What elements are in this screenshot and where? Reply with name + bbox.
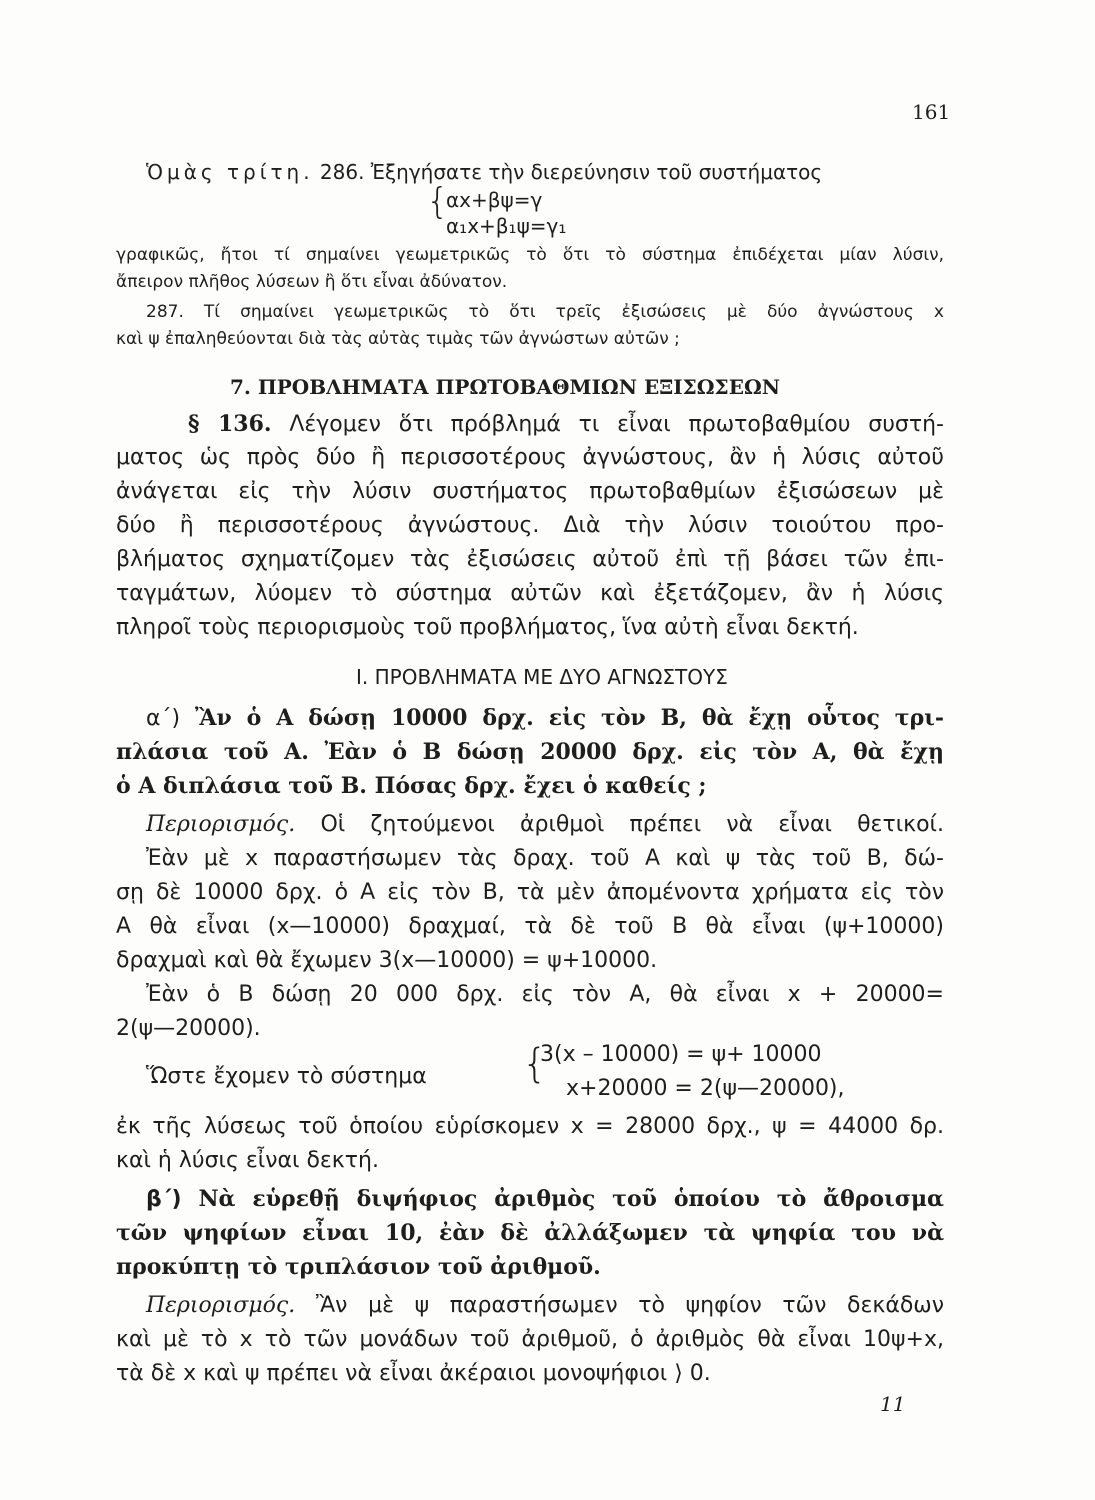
page-number: 161	[912, 100, 951, 124]
solution-line: Α θὰ εἶναι (x—10000) δραχμαί, τὰ δὲ τοῦ Β θὰ εἶναι (ψ+10000)	[116, 914, 944, 939]
solution-line: καὶ μὲ τὸ x τὸ τῶν μονάδων τοῦ ἀριθμοῦ, ὁ ἀριθμὸς θὰ εἶναι 10ψ+x,	[116, 1327, 944, 1352]
problem-b-statement: β΄) Νὰ εὑρεθῇ διψήφιος ἀριθμὸς τοῦ ὁποίου τὸ ἄθροισμα	[146, 1186, 944, 1212]
solution-line: τὰ δὲ x καὶ ψ πρέπει νὰ εἶναι ἀκέραιοι μονοψήφιοι ⟩ 0.	[116, 1361, 711, 1386]
exercise-286-line: ἄπειρον πλῆθος λύσεων ἢ ὅτι εἶναι ἀδύνατον.	[116, 272, 508, 292]
exercise-287-line: καὶ ψ ἐπαληθεύονται διὰ τὰς αὐτὰς τιμὰς τῶν ἀγνώστων αὐτῶν ;	[116, 329, 680, 349]
system-intro: Ὥστε ἔχομεν τὸ σύστημα	[146, 1064, 427, 1089]
exercise-286-line: γραφικῶς, ἤτοι τί σημαίνει γεωμετρικῶς τὸ ὅτι τὸ σύστημα ἐπιδέχεται μίαν λύσιν,	[116, 245, 944, 265]
left-brace: {	[522, 1041, 548, 1087]
solution-line: 2(ψ—20000).	[116, 1016, 261, 1041]
problem-a-statement: α΄) Ἂν ὁ Α δώσῃ 10000 δρχ. εἰς τὸν Β, θὰ ἔχῃ οὗτος τρι-	[146, 705, 944, 731]
paragraph-line: δύο ἢ περισσοτέρους ἀγνώστους. Διὰ τὴν λύσιν τοιούτου προ-	[116, 513, 944, 538]
paragraph-line: § 136. Λέγομεν ὅτι πρόβλημά τι εἶναι πρωτοβαθμίου συστή-	[188, 411, 944, 437]
problem-a-statement: πλάσια τοῦ Α. Ἐὰν ὁ Β δώσῃ 20000 δρχ. εἰς τὸν Α, θὰ ἔχῃ	[116, 739, 944, 765]
paragraph-line: βλήματος σχηματίζομεν τὰς ἐξισώσεις αὐτοῦ ἐπὶ τῇ βάσει τῶν ἐπι-	[116, 547, 944, 572]
group-heading: Ὁμὰς τρίτη.	[146, 160, 314, 184]
system-equation-2: x+20000 = 2(ψ—20000),	[566, 1076, 845, 1101]
exercise-286-intro: Ὁμὰς τρίτη. 286. Ἐξηγήσατε τὴν διερεύνησιν τοῦ συστήματος	[146, 160, 823, 184]
left-brace: {	[426, 181, 449, 222]
solution-line: Ἐὰν μὲ x παραστήσωμεν τὰς δραχ. τοῦ Α καὶ ψ τὰς τοῦ Β, δώ-	[146, 846, 944, 871]
solution-line: σῃ δὲ 10000 δρχ. ὁ Α εἰς τὸν Β, τὰ μὲν ἀπομένοντα χρήματα εἰς τὸν	[116, 880, 944, 905]
paragraph-line: ἀνάγεται εἰς τὴν λύσιν συστήματος πρωτοβαθμίων ἐξισώσεων μὲ	[116, 479, 944, 504]
problem-a-label: α΄)	[146, 706, 181, 731]
subsection-title: Ι. ΠΡΟΒΛΗΜΑΤΑ ΜΕ ΔΥΟ ΑΓΝΩΣΤΟΥΣ	[356, 665, 728, 689]
restriction-line: Περιορισμός. Ἂν μὲ ψ παραστήσωμεν τὸ ψηφίον τῶν δεκάδων	[146, 1293, 944, 1318]
problem-b-statement: τῶν ψηφίων εἶναι 10, ἐὰν δὲ ἀλλάξωμεν τὰ ψηφία του νὰ	[116, 1220, 944, 1246]
paragraph-line: πληροῖ τοὺς περιορισμοὺς τοῦ προβλήματος, ἵνα αὐτὴ εἶναι δεκτή.	[116, 615, 859, 640]
system-equation-1: αx+βψ=γ	[446, 188, 543, 212]
result-line: καὶ ἡ λύσις εἶναι δεκτή.	[116, 1148, 379, 1173]
restriction-label: Περιορισμός.	[146, 812, 296, 837]
problem-a-statement: ὁ Α διπλάσια τοῦ Β. Πόσας δρχ. ἔχει ὁ καθείς ;	[116, 773, 707, 799]
result-line: ἐκ τῆς λύσεως τοῦ ὁποίου εὑρίσκομεν x = 28000 δρχ., ψ = 44000 δρ.	[116, 1114, 944, 1139]
restriction-label: Περιορισμός.	[146, 1293, 296, 1318]
section-title: 7. ΠΡΟΒΛΗΜΑΤΑ ΠΡΩΤΟΒΑΘΜΙΩΝ ΕΞΙΣΩΣΕΩΝ	[230, 375, 781, 399]
problem-b-label: β΄)	[146, 1187, 182, 1212]
paragraph-mark: § 136.	[188, 411, 272, 437]
exercise-287-line: 287. Τί σημαίνει γεωμετρικῶς τὸ ὅτι τρεῖς ἐξισώσεις μὲ δύο ἀγνώστους x	[146, 302, 944, 322]
system-equation-2: α₁x+β₁ψ=γ₁	[446, 214, 567, 238]
problem-b-statement: προκύπτῃ τὸ τριπλάσιον τοῦ ἀριθμοῦ.	[116, 1254, 601, 1280]
paragraph-line: ταγμάτων, λύομεν τὸ σύστημα αὐτῶν καὶ ἐξετάζομεν, ἂν ἡ λύσις	[116, 581, 944, 606]
paragraph-line: ματος ὡς πρὸς δύο ἢ περισσοτέρους ἀγνώστους, ἂν ἡ λύσις αὐτοῦ	[116, 445, 944, 470]
signature-mark: 11	[880, 1392, 906, 1416]
solution-line: δραχμαὶ καὶ θὰ ἔχωμεν 3(x—10000) = ψ+10000.	[116, 948, 658, 973]
system-equation-1: 3(x – 10000) = ψ+ 10000	[540, 1042, 822, 1067]
restriction-line: Περιορισμός. Οἱ ζητούμενοι ἀριθμοὶ πρέπει νὰ εἶναι θετικοί.	[146, 812, 944, 837]
solution-line: Ἐὰν ὁ Β δώσῃ 20 000 δρχ. εἰς τὸν Α, θὰ εἶναι x + 20000=	[146, 982, 944, 1007]
